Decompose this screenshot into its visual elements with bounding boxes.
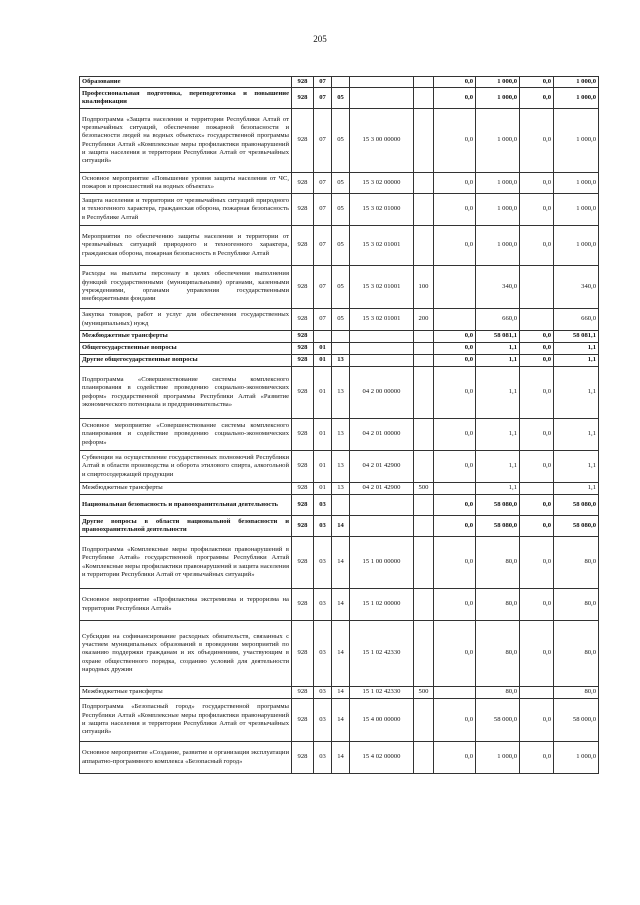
cell-amount-2: 1 000,0 (476, 88, 520, 109)
table-row (80, 495, 599, 516)
cell-section (314, 331, 332, 343)
cell-section: 03 (314, 699, 332, 742)
cell-amount-3 (520, 483, 554, 495)
cell-amount-2: 660,0 (476, 309, 520, 331)
cell-amount-3: 0,0 (520, 742, 554, 774)
cell-amount-3: 0,0 (520, 451, 554, 483)
table-row (80, 589, 599, 621)
cell-name: Межбюджетные трансферты (80, 483, 292, 495)
cell-name: Расходы на выплаты персоналу в целях обеспечения выполнения функций государственными (муниципальными) органами, казенными учреждениями, органами управления государственными внебюджетными фондами (80, 266, 292, 309)
cell-amount-3: 0,0 (520, 367, 554, 419)
cell-amount-2: 1 000,0 (476, 226, 520, 266)
cell-subsection: 05 (332, 109, 350, 173)
cell-ministry: 928 (292, 309, 314, 331)
cell-expense-type (414, 451, 434, 483)
table-row (80, 483, 599, 495)
cell-amount-4: 1 000,0 (554, 226, 599, 266)
cell-expense-type (414, 699, 434, 742)
cell-amount-2: 1,1 (476, 419, 520, 451)
cell-expense-type (414, 621, 434, 687)
cell-amount-1: 0,0 (434, 589, 476, 621)
cell-target-article: 15 3 00 00000 (350, 109, 414, 173)
cell-section: 01 (314, 419, 332, 451)
cell-target-article (350, 88, 414, 109)
cell-name: Межбюджетные трансферты (80, 687, 292, 699)
cell-amount-1: 0,0 (434, 451, 476, 483)
cell-name: Подпрограмма «Безопасный город» государственной программы Республики Алтай «Комплексные меры профилактики правонарушений и защита населения и территории Республики Алтай от чрезвычайных ситуаций» (80, 699, 292, 742)
cell-amount-2: 58 000,0 (476, 699, 520, 742)
cell-amount-3: 0,0 (520, 419, 554, 451)
cell-subsection (332, 495, 350, 516)
cell-expense-type (414, 589, 434, 621)
cell-amount-3: 0,0 (520, 173, 554, 194)
cell-amount-4: 340,0 (554, 266, 599, 309)
cell-amount-4: 1 000,0 (554, 77, 599, 88)
page-number: 205 (313, 34, 327, 44)
cell-name: Защита населения и территории от чрезвычайных ситуаций природного и техногенного характера, гражданская оборона, пожарная безопасность в Республике Алтай (80, 194, 292, 226)
cell-ministry: 928 (292, 589, 314, 621)
table-row (80, 331, 599, 343)
cell-subsection (332, 343, 350, 355)
cell-subsection: 14 (332, 687, 350, 699)
cell-ministry: 928 (292, 419, 314, 451)
cell-section: 07 (314, 77, 332, 88)
cell-name: Другие общегосударственные вопросы (80, 355, 292, 367)
cell-name: Основное мероприятие «Создание, развитие и организация эксплуатации аппаратно-программного комплекса «Безопасный город» (80, 742, 292, 774)
cell-expense-type (414, 77, 434, 88)
cell-ministry: 928 (292, 355, 314, 367)
cell-section: 01 (314, 343, 332, 355)
cell-amount-4: 58 081,1 (554, 331, 599, 343)
cell-subsection: 13 (332, 419, 350, 451)
cell-subsection: 05 (332, 309, 350, 331)
table-row (80, 88, 599, 109)
cell-amount-1: 0,0 (434, 699, 476, 742)
cell-section: 03 (314, 495, 332, 516)
cell-target-article: 15 3 02 01000 (350, 194, 414, 226)
cell-amount-1: 0,0 (434, 367, 476, 419)
cell-amount-1: 0,0 (434, 355, 476, 367)
cell-amount-3: 0,0 (520, 194, 554, 226)
cell-target-article: 15 1 02 42330 (350, 621, 414, 687)
cell-section: 07 (314, 173, 332, 194)
cell-amount-1: 0,0 (434, 173, 476, 194)
cell-expense-type (414, 331, 434, 343)
cell-section: 07 (314, 309, 332, 331)
cell-amount-4: 1 000,0 (554, 173, 599, 194)
cell-subsection: 13 (332, 451, 350, 483)
cell-target-article: 04 2 01 42900 (350, 451, 414, 483)
cell-amount-1: 0,0 (434, 77, 476, 88)
cell-subsection: 14 (332, 589, 350, 621)
cell-name: Субсидии на софинансирование расходных обязательств, связанных с участием муниципальных образований в проведении мероприятий по оказанию поддержки гражданам и их объединениям, участвующим в охране общественного порядка, созданию условий для деятельности народных дружин (80, 621, 292, 687)
cell-ministry: 928 (292, 173, 314, 194)
cell-subsection: 05 (332, 88, 350, 109)
cell-ministry: 928 (292, 343, 314, 355)
cell-amount-3: 0,0 (520, 355, 554, 367)
cell-subsection: 14 (332, 516, 350, 537)
cell-amount-4: 1,1 (554, 367, 599, 419)
cell-amount-1: 0,0 (434, 88, 476, 109)
cell-name: Другие вопросы в области национальной безопасности и правоохранительной деятельности (80, 516, 292, 537)
cell-target-article: 15 3 02 01001 (350, 309, 414, 331)
table-row (80, 699, 599, 742)
cell-name: Национальная безопасность и правоохранительная деятельность (80, 495, 292, 516)
cell-name: Общегосударственные вопросы (80, 343, 292, 355)
cell-subsection (332, 77, 350, 88)
table-row (80, 226, 599, 266)
cell-target-article (350, 516, 414, 537)
cell-name: Основное мероприятие «Повышение уровня защиты населения от ЧС, пожаров и происшествий на водных объектах» (80, 173, 292, 194)
cell-name: Субвенции на осуществление государственных полномочий Республики Алтай в области производства и оборота этилового спирта, алкогольной и спиртосодержащей продукции (80, 451, 292, 483)
cell-section: 01 (314, 451, 332, 483)
cell-section: 03 (314, 516, 332, 537)
cell-target-article (350, 495, 414, 516)
cell-section: 03 (314, 742, 332, 774)
cell-amount-1 (434, 687, 476, 699)
cell-amount-2: 58 080,0 (476, 516, 520, 537)
cell-amount-2: 1,1 (476, 355, 520, 367)
cell-ministry: 928 (292, 367, 314, 419)
cell-amount-4: 58 080,0 (554, 516, 599, 537)
cell-amount-2: 1 000,0 (476, 109, 520, 173)
cell-amount-3: 0,0 (520, 331, 554, 343)
cell-amount-3: 0,0 (520, 226, 554, 266)
cell-section: 01 (314, 367, 332, 419)
cell-subsection: 14 (332, 699, 350, 742)
cell-expense-type: 500 (414, 483, 434, 495)
cell-amount-2: 1,1 (476, 367, 520, 419)
cell-subsection: 13 (332, 367, 350, 419)
cell-ministry: 928 (292, 226, 314, 266)
table-row (80, 516, 599, 537)
cell-amount-2: 1,1 (476, 483, 520, 495)
cell-subsection (332, 331, 350, 343)
cell-subsection: 05 (332, 266, 350, 309)
cell-ministry: 928 (292, 483, 314, 495)
cell-ministry: 928 (292, 109, 314, 173)
cell-section: 01 (314, 355, 332, 367)
cell-amount-4: 660,0 (554, 309, 599, 331)
cell-amount-4: 1,1 (554, 355, 599, 367)
cell-amount-2: 1 000,0 (476, 77, 520, 88)
cell-name: Закупка товаров, работ и услуг для обеспечения государственных (муниципальных) нужд (80, 309, 292, 331)
budget-table-body (80, 77, 599, 774)
cell-target-article (350, 77, 414, 88)
cell-target-article: 04 2 01 42900 (350, 483, 414, 495)
cell-amount-2: 1 000,0 (476, 742, 520, 774)
cell-expense-type: 100 (414, 266, 434, 309)
cell-amount-1: 0,0 (434, 194, 476, 226)
cell-name: Подпрограмма «Комплексные меры профилактики правонарушений в Республике Алтай» государственной программы Республики Алтай «Комплексные меры профилактики правонарушений и защита населения и территории Республики Алтай от чрезвычайных ситуаций» (80, 537, 292, 589)
cell-target-article: 15 1 00 00000 (350, 537, 414, 589)
cell-target-article: 15 3 02 00000 (350, 173, 414, 194)
cell-subsection: 14 (332, 742, 350, 774)
cell-amount-1: 0,0 (434, 226, 476, 266)
cell-expense-type (414, 226, 434, 266)
cell-expense-type (414, 495, 434, 516)
cell-target-article (350, 343, 414, 355)
cell-amount-4: 1,1 (554, 419, 599, 451)
table-row (80, 451, 599, 483)
cell-amount-1: 0,0 (434, 495, 476, 516)
cell-amount-3 (520, 309, 554, 331)
cell-amount-4: 1,1 (554, 451, 599, 483)
cell-target-article: 04 2 00 00000 (350, 367, 414, 419)
cell-expense-type (414, 355, 434, 367)
cell-amount-2: 340,0 (476, 266, 520, 309)
cell-amount-1: 0,0 (434, 109, 476, 173)
cell-name: Профессиональная подготовка, переподготовка и повышение квалификации (80, 88, 292, 109)
cell-target-article: 15 4 02 00000 (350, 742, 414, 774)
table-row (80, 194, 599, 226)
cell-expense-type (414, 742, 434, 774)
cell-amount-3: 0,0 (520, 88, 554, 109)
cell-amount-1 (434, 483, 476, 495)
cell-amount-3 (520, 266, 554, 309)
cell-amount-1 (434, 266, 476, 309)
cell-amount-2: 1,1 (476, 343, 520, 355)
cell-section: 07 (314, 88, 332, 109)
budget-table (79, 76, 599, 774)
cell-ministry: 928 (292, 77, 314, 88)
table-row (80, 621, 599, 687)
cell-expense-type: 200 (414, 309, 434, 331)
cell-amount-2: 58 081,1 (476, 331, 520, 343)
table-row (80, 742, 599, 774)
cell-expense-type: 500 (414, 687, 434, 699)
cell-target-article: 15 1 02 42330 (350, 687, 414, 699)
cell-section: 07 (314, 194, 332, 226)
cell-expense-type (414, 173, 434, 194)
cell-name: Межбюджетные трансферты (80, 331, 292, 343)
table-row (80, 687, 599, 699)
cell-expense-type (414, 194, 434, 226)
cell-target-article (350, 331, 414, 343)
cell-amount-3: 0,0 (520, 699, 554, 742)
table-row (80, 355, 599, 367)
cell-amount-4: 1 000,0 (554, 88, 599, 109)
cell-section: 03 (314, 589, 332, 621)
cell-amount-3: 0,0 (520, 537, 554, 589)
cell-amount-1: 0,0 (434, 419, 476, 451)
cell-name: Основное мероприятие «Профилактика экстремизма и терроризма на территории Республики Алтай» (80, 589, 292, 621)
cell-amount-3: 0,0 (520, 589, 554, 621)
cell-target-article: 15 3 02 01001 (350, 226, 414, 266)
table-row (80, 109, 599, 173)
cell-section: 01 (314, 483, 332, 495)
table-row (80, 537, 599, 589)
cell-amount-3 (520, 687, 554, 699)
cell-ministry: 928 (292, 451, 314, 483)
cell-amount-1: 0,0 (434, 742, 476, 774)
cell-amount-4: 58 080,0 (554, 495, 599, 516)
cell-ministry: 928 (292, 621, 314, 687)
cell-amount-2: 80,0 (476, 687, 520, 699)
cell-target-article: 15 3 02 01001 (350, 266, 414, 309)
cell-amount-4: 1,1 (554, 343, 599, 355)
table-row (80, 419, 599, 451)
cell-subsection: 05 (332, 194, 350, 226)
cell-expense-type (414, 367, 434, 419)
cell-ministry: 928 (292, 495, 314, 516)
cell-expense-type (414, 516, 434, 537)
cell-section: 07 (314, 109, 332, 173)
cell-amount-2: 80,0 (476, 621, 520, 687)
cell-target-article (350, 355, 414, 367)
cell-target-article: 15 4 00 00000 (350, 699, 414, 742)
cell-section: 07 (314, 226, 332, 266)
table-row (80, 309, 599, 331)
cell-expense-type (414, 419, 434, 451)
cell-ministry: 928 (292, 537, 314, 589)
cell-amount-3: 0,0 (520, 77, 554, 88)
cell-amount-2: 1 000,0 (476, 173, 520, 194)
cell-amount-4: 1 000,0 (554, 109, 599, 173)
cell-amount-4: 58 000,0 (554, 699, 599, 742)
cell-amount-4: 1,1 (554, 483, 599, 495)
cell-section: 07 (314, 266, 332, 309)
cell-expense-type (414, 109, 434, 173)
cell-amount-3: 0,0 (520, 343, 554, 355)
cell-ministry: 928 (292, 88, 314, 109)
cell-ministry: 928 (292, 266, 314, 309)
cell-expense-type (414, 343, 434, 355)
cell-name: Основное мероприятие «Совершенствование системы комплексного планирования и содействие проведению социально-экономических реформ» (80, 419, 292, 451)
cell-amount-1: 0,0 (434, 621, 476, 687)
table-row (80, 367, 599, 419)
cell-name: Образование (80, 77, 292, 88)
cell-amount-4: 80,0 (554, 537, 599, 589)
cell-amount-4: 1 000,0 (554, 194, 599, 226)
cell-ministry: 928 (292, 331, 314, 343)
cell-amount-3: 0,0 (520, 621, 554, 687)
cell-amount-3: 0,0 (520, 516, 554, 537)
cell-target-article: 15 1 02 00000 (350, 589, 414, 621)
cell-ministry: 928 (292, 194, 314, 226)
cell-expense-type (414, 537, 434, 589)
cell-amount-3: 0,0 (520, 109, 554, 173)
cell-amount-2: 58 080,0 (476, 495, 520, 516)
cell-ministry: 928 (292, 687, 314, 699)
cell-section: 03 (314, 621, 332, 687)
cell-amount-4: 1 000,0 (554, 742, 599, 774)
cell-subsection: 05 (332, 226, 350, 266)
cell-name: Подпрограмма «Защита населения и территории Республики Алтай от чрезвычайных ситуаций, обеспечение пожарной безопасности и безопасности людей на водных объектах» государственной программы Республики Алтай «Комплексные меры профилактики правонарушений и защита населения и территории Республики Алтай от чрезвычайных ситуаций» (80, 109, 292, 173)
cell-amount-4: 80,0 (554, 621, 599, 687)
cell-amount-1: 0,0 (434, 331, 476, 343)
cell-ministry: 928 (292, 699, 314, 742)
cell-subsection: 14 (332, 621, 350, 687)
cell-subsection: 13 (332, 483, 350, 495)
cell-subsection: 05 (332, 173, 350, 194)
table-row (80, 266, 599, 309)
cell-section: 03 (314, 687, 332, 699)
table-row (80, 77, 599, 88)
cell-amount-1: 0,0 (434, 516, 476, 537)
cell-name: Подпрограмма «Совершенствование системы комплексного планирования в содействие проведению социально-экономических реформ» государственной программы Республики Алтай «Развитие экономического потенциала и предпринимательства» (80, 367, 292, 419)
cell-amount-2: 80,0 (476, 537, 520, 589)
cell-amount-2: 1 000,0 (476, 194, 520, 226)
table-row (80, 173, 599, 194)
cell-subsection: 14 (332, 537, 350, 589)
cell-subsection: 13 (332, 355, 350, 367)
cell-amount-2: 80,0 (476, 589, 520, 621)
cell-amount-1: 0,0 (434, 343, 476, 355)
cell-amount-2: 1,1 (476, 451, 520, 483)
cell-amount-3: 0,0 (520, 495, 554, 516)
cell-ministry: 928 (292, 516, 314, 537)
cell-ministry: 928 (292, 742, 314, 774)
cell-amount-4: 80,0 (554, 687, 599, 699)
table-row (80, 343, 599, 355)
cell-section: 03 (314, 537, 332, 589)
cell-target-article: 04 2 01 00000 (350, 419, 414, 451)
cell-name: Мероприятия по обеспечению защиты населения и территории от чрезвычайных ситуаций природного и техногенного характера, гражданская оборона, пожарная безопасность в Республике Алтай (80, 226, 292, 266)
cell-expense-type (414, 88, 434, 109)
cell-amount-1 (434, 309, 476, 331)
cell-amount-1: 0,0 (434, 537, 476, 589)
cell-amount-4: 80,0 (554, 589, 599, 621)
